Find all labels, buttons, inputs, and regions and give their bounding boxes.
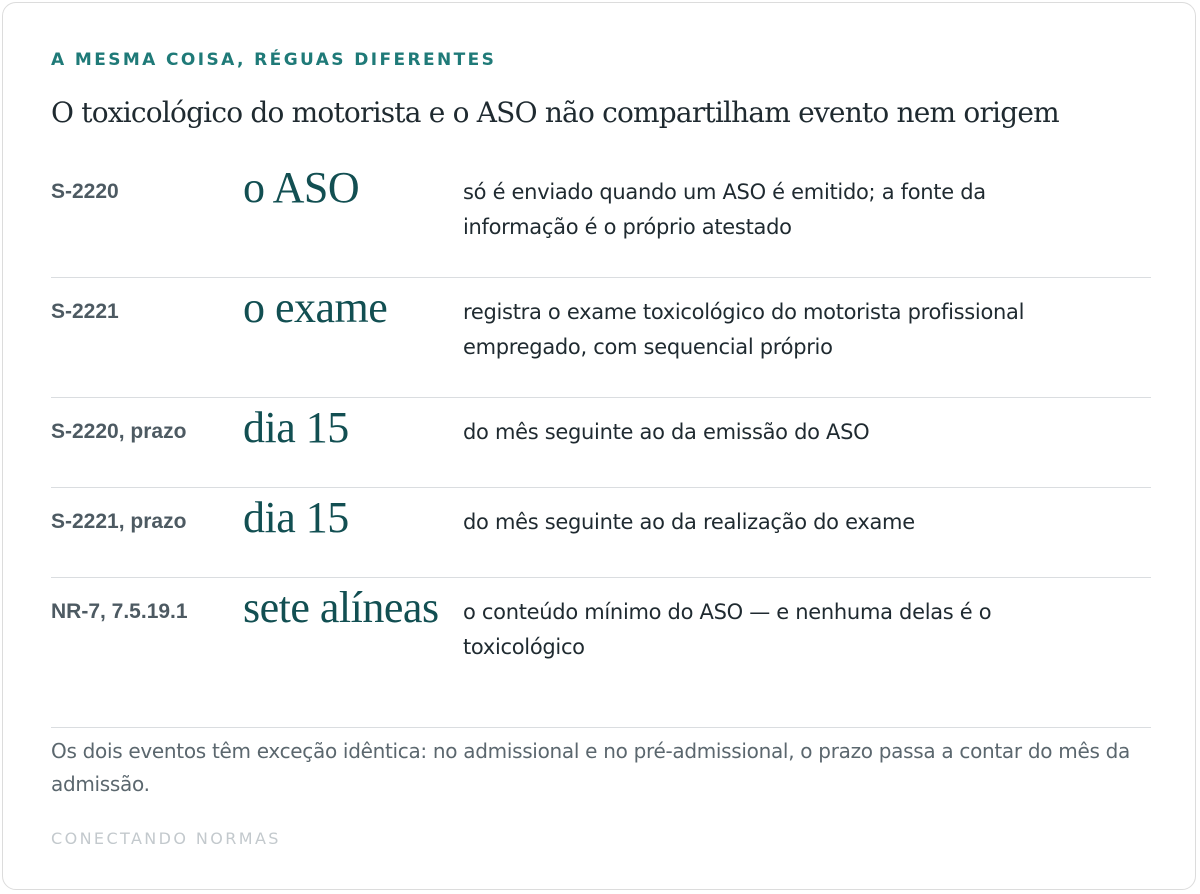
page-title: O toxicológico do motorista e o ASO não compartilham evento nem origem bbox=[51, 96, 1059, 129]
row-description: só é enviado quando um ASO é emitido; a fonte da informação é o próprio atestado bbox=[463, 180, 986, 239]
row-code: S-2221 bbox=[51, 300, 119, 323]
table-row bbox=[51, 278, 1151, 398]
row-code: S-2220 bbox=[51, 180, 119, 203]
brand-label: CONECTANDO NORMAS bbox=[51, 829, 281, 848]
row-description: o conteúdo mínimo do ASO — e nenhuma delas é o toxicológico bbox=[463, 600, 992, 659]
row-highlight: o ASO bbox=[243, 163, 360, 212]
row-highlight: sete alíneas bbox=[243, 583, 439, 632]
card bbox=[2, 2, 1196, 890]
row-highlight: dia 15 bbox=[243, 493, 349, 542]
comparison-table bbox=[51, 158, 1151, 728]
row-description: registra o exame toxicológico do motorista profissional empregado, com sequencial próprio bbox=[463, 300, 1025, 359]
row-code: S-2220, prazo bbox=[51, 420, 187, 443]
footnote: Os dois eventos têm exceção idêntica: no admissional e no pré-admissional, o prazo passa a contar do mês da admissão. bbox=[51, 739, 1130, 796]
row-highlight: o exame bbox=[243, 283, 388, 332]
row-highlight: dia 15 bbox=[243, 403, 349, 452]
table-row bbox=[51, 488, 1151, 578]
section-kicker: A MESMA COISA, RÉGUAS DIFERENTES bbox=[51, 50, 497, 70]
table-row bbox=[51, 158, 1151, 278]
table-row bbox=[51, 398, 1151, 488]
table-row bbox=[51, 578, 1151, 728]
row-description: do mês seguinte ao da realização do exame bbox=[463, 510, 915, 534]
row-code: S-2221, prazo bbox=[51, 510, 187, 533]
row-code: NR-7, 7.5.19.1 bbox=[51, 600, 188, 623]
row-description: do mês seguinte ao da emissão do ASO bbox=[463, 420, 870, 444]
